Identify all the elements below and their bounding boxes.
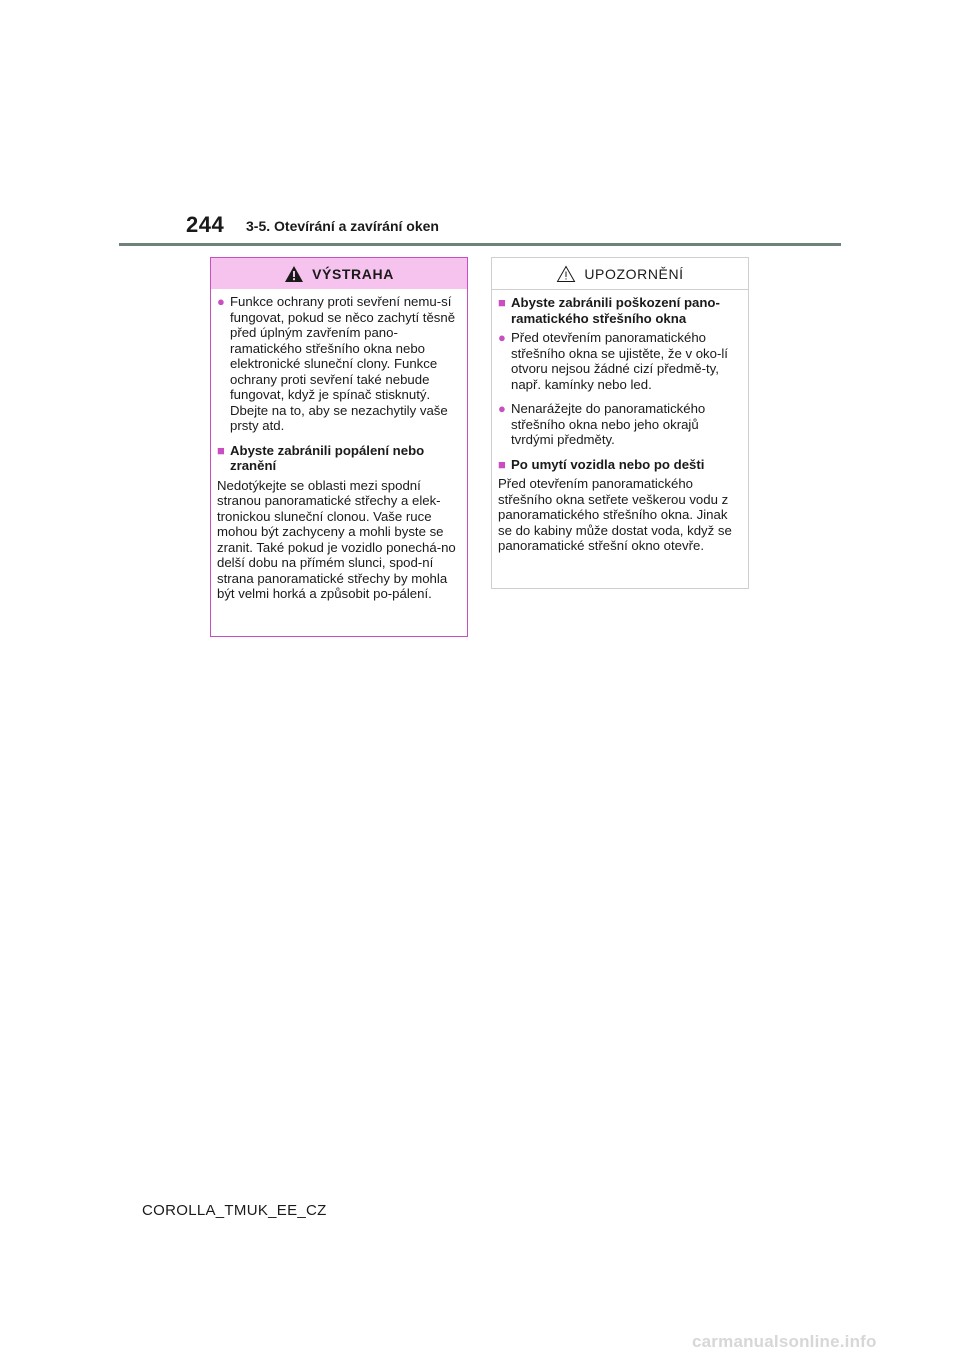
bullet-dot-icon: ● xyxy=(498,330,506,345)
caution-subheading xyxy=(498,457,742,473)
warning-subheading xyxy=(217,443,461,474)
section-title: 3-5. Otevírání a zavírání oken xyxy=(246,218,439,234)
caution-paragraph: Před otevřením panoramatického střešního okna setřete veškerou vodu z panoramatického střešního okna. Jinak se do kabiny může dostat voda, když se panoramatické střešní okno otevře. xyxy=(498,476,732,553)
caution-subheading-text: Abyste zabránili poškození pano-ramatického střešního okna xyxy=(511,295,720,326)
bullet-dot-icon: ● xyxy=(217,294,225,309)
bullet-square-icon: ■ xyxy=(217,442,225,458)
warning-bullet-text: Funkce ochrany proti sevření nemu-sí fungovat, pokud se něco zachytí těsně před úplným zavřením pano-ramatického střešního okna nebo elektronické sluneční clony. Funkce ochrany proti sevření také nebude fungovat, když je spínač stisknutý. Dbejte na to, aby se nezachytily vaše prsty atd. xyxy=(230,294,456,433)
warning-subheading-text: Abyste zabránili popálení nebo zranění xyxy=(230,442,425,473)
warning-box-header xyxy=(211,258,467,289)
caution-box-body xyxy=(492,290,748,554)
caution-box-header xyxy=(492,258,748,290)
caution-triangle-outline-icon xyxy=(556,265,576,283)
caution-title: UPOZORNĚNÍ xyxy=(584,265,684,282)
warning-bullet-item xyxy=(217,294,461,434)
bullet-square-icon: ■ xyxy=(498,456,506,472)
caution-bullet-text: Před otevřením panoramatického střešního okna se ujistěte, že v oko-lí otvoru nejsou žádné cizí předmě-ty, např. kamínky nebo led. xyxy=(511,330,728,392)
warning-title: VÝSTRAHA xyxy=(312,265,394,282)
caution-bullet-item xyxy=(498,401,742,448)
header-rule xyxy=(119,243,841,246)
document-code: COROLLA_TMUK_EE_CZ xyxy=(142,1202,327,1219)
warning-triangle-filled-icon xyxy=(284,265,304,283)
bullet-dot-icon: ● xyxy=(498,401,506,416)
watermark: carmanualsonline.info xyxy=(692,1332,877,1351)
bullet-square-icon: ■ xyxy=(498,295,506,310)
warning-box xyxy=(210,257,468,637)
caution-bullet-text: Nenarážejte do panoramatického střešního okna nebo jeho okrajů tvrdými předměty. xyxy=(511,401,706,447)
page-number: 244 xyxy=(186,212,225,237)
warning-box-body xyxy=(211,289,467,602)
caution-subheading-text: Po umytí vozidla nebo po dešti xyxy=(511,456,705,472)
caution-bullet-item xyxy=(498,330,742,392)
caution-box xyxy=(491,257,749,589)
caution-subheading xyxy=(498,295,742,326)
warning-paragraph: Nedotýkejte se oblasti mezi spodní stranou panoramatické střechy a elek-tronickou sluneční clonou. Vaše ruce mohou být zachyceny a mohli byste se zranit. Také pokud je vozidlo ponechá-no delší dobu na přímém slunci, spod-ní strana panoramatické střechy by mohla být velmi horká a způsobit po-pálení. xyxy=(217,477,456,601)
